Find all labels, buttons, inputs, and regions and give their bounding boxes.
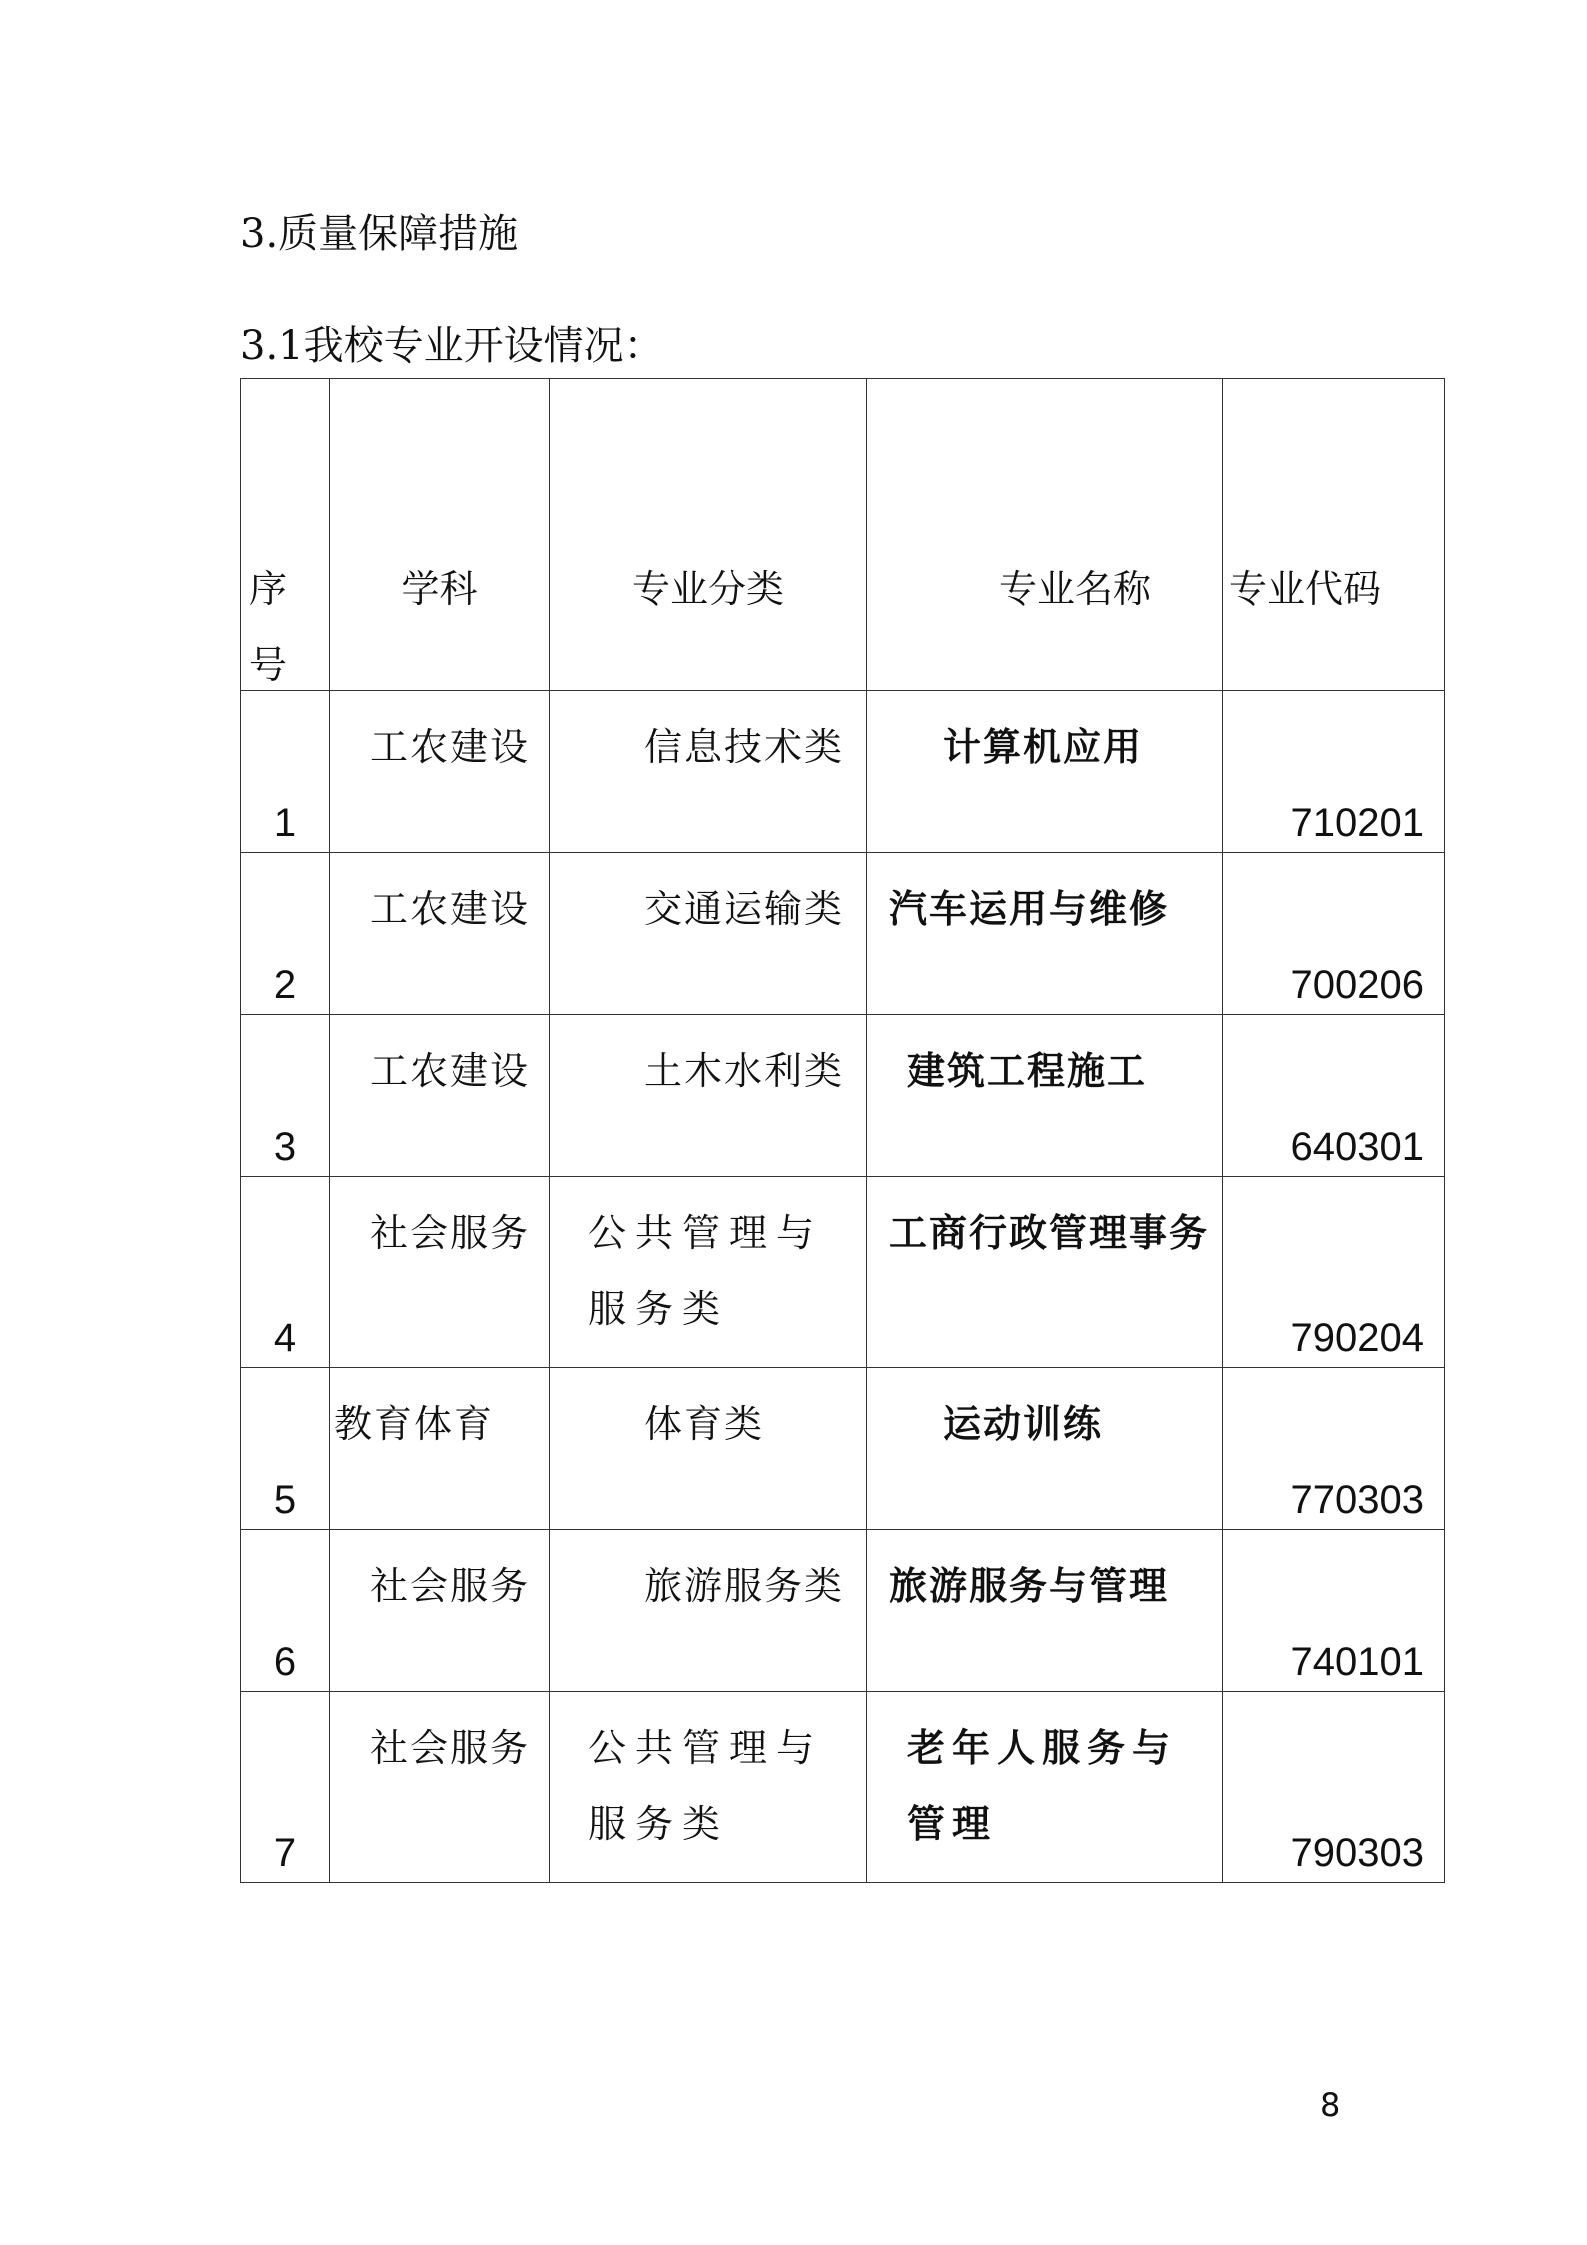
- header-major-code-cell: [1223, 379, 1445, 691]
- table-row: [241, 1530, 1445, 1692]
- header-category-cell: [550, 379, 867, 691]
- header-seq-line1: 序: [249, 567, 288, 611]
- row-discipline: 工农建设: [370, 1049, 531, 1093]
- majors-table: [240, 378, 1445, 1883]
- row-major-code: 740101: [1290, 1640, 1424, 1684]
- row-major-code: 790204: [1290, 1316, 1424, 1360]
- row-discipline: 社会服务: [370, 1564, 531, 1608]
- header-major-name: 专业名称: [999, 567, 1152, 611]
- row-seq: 5: [273, 1478, 297, 1522]
- table-row: [241, 1015, 1445, 1177]
- row-discipline: 工农建设: [370, 887, 531, 931]
- row-category: 交通运输类: [644, 887, 845, 931]
- row-major-code: 790303: [1290, 1831, 1424, 1875]
- table-row: [241, 1692, 1445, 1883]
- section-heading: 3.质量保障措施: [240, 211, 519, 257]
- row-major-name: 计算机应用: [943, 724, 1144, 769]
- row-major-code: 700206: [1290, 963, 1424, 1007]
- row-major-name: 旅游服务与管理: [889, 1563, 1170, 1608]
- row-major-name: 汽车运用与维修: [889, 886, 1170, 931]
- row-major-code: 710201: [1290, 801, 1424, 845]
- row-seq: 3: [273, 1125, 297, 1169]
- row-major-name: 运动训练: [943, 1401, 1104, 1446]
- table-header-row: [241, 379, 1445, 691]
- row-category: 土木水利类: [644, 1049, 845, 1093]
- row-seq: 6: [273, 1640, 297, 1684]
- row-major-name: 老年人服务与管理: [907, 1725, 1178, 1846]
- row-category: 信息技术类: [644, 725, 845, 769]
- row-discipline: 工农建设: [370, 725, 531, 769]
- header-seq-cell: [241, 379, 330, 691]
- header-discipline: 学科: [401, 567, 478, 611]
- row-discipline: 教育体育: [334, 1402, 495, 1446]
- table-row: [241, 1368, 1445, 1530]
- row-major-code: 640301: [1290, 1125, 1424, 1169]
- row-category: 公共管理与服务类: [588, 1211, 824, 1331]
- subsection-heading: 3.1我校专业开设情况：: [240, 323, 664, 369]
- row-major-code: 770303: [1290, 1478, 1424, 1522]
- row-seq: 4: [273, 1316, 297, 1360]
- row-category: 旅游服务类: [644, 1564, 845, 1608]
- header-major-name-cell: [867, 379, 1223, 691]
- row-category: 体育类: [644, 1402, 765, 1446]
- table-row: [241, 853, 1445, 1015]
- header-discipline-cell: [330, 379, 550, 691]
- table-row: [241, 691, 1445, 853]
- row-major-name: 工商行政管理事务: [889, 1210, 1210, 1255]
- row-seq: 2: [273, 963, 297, 1007]
- row-discipline: 社会服务: [370, 1211, 531, 1255]
- row-seq: 1: [273, 801, 297, 845]
- page-number: 8: [1320, 2086, 1341, 2124]
- row-major-name: 建筑工程施工: [907, 1048, 1148, 1093]
- row-discipline: 社会服务: [370, 1726, 531, 1770]
- header-major-code: 专业代码: [1229, 567, 1382, 611]
- header-category: 专业分类: [631, 567, 784, 611]
- row-category: 公共管理与服务类: [588, 1726, 824, 1846]
- table-row: [241, 1177, 1445, 1368]
- row-seq: 7: [273, 1831, 297, 1875]
- header-seq-line2: 号: [249, 643, 288, 687]
